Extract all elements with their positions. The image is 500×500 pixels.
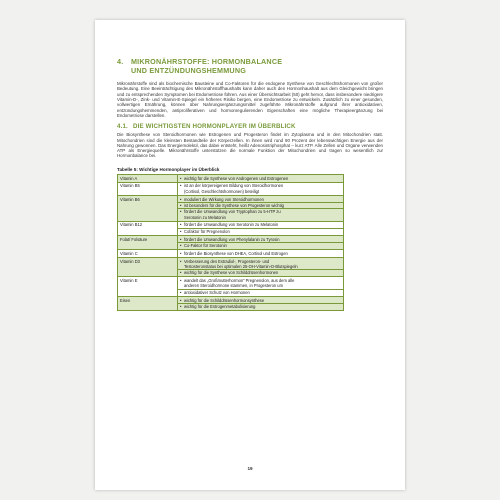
page-number: 19 [247,466,253,471]
table-row [118,277,344,296]
hormone-table-body [118,174,344,310]
hormone-name-cell: Vitamin D3 [118,257,178,276]
bullet-icon: • [180,222,182,228]
page-content [117,58,383,311]
effect-item [178,251,343,256]
effect-text: wandelt das „Großmutterhormon“ Pregnenolon, aus dem alle anderen Steroidhormone stammen, in Progesteron um [184,278,295,289]
effect-item [178,183,343,194]
table-row [118,182,344,195]
effect-text: fördert die Biosynthese von DHEA, Cortisol und Estrogen [184,250,288,256]
hormone-name-cell: Vitamin B5 [118,182,178,195]
hormone-table [117,174,344,311]
hormone-effects-cell [178,296,344,310]
effect-text: moduliert die Wirkung von Steroidhormonen [184,196,264,202]
bullet-icon: • [180,228,182,234]
effect-text: wichtig für die Synthese von Schilddrüsenhormonen [184,270,279,276]
document-page [95,20,405,490]
hormone-effects-cell [178,257,344,276]
section-number: 4. [117,57,124,66]
effect-text: ist an der körpereigenen Bildung von Steroidhormonen (Cortisol, Geschlechtshormonen) beteiligt [184,183,284,194]
effect-text: wichtig für die Estrogenmetabolisierung [184,303,256,309]
section-title: MIKRONÄHRSTOFFE: HORMONBALANCE UND ENTZÜNDUNGSHEMMUNG [131,57,283,75]
section-heading [117,58,383,75]
hormone-name-cell: Eisen [118,296,178,310]
hormone-name-cell: Vitamin B12 [118,221,178,235]
effect-item [178,229,343,234]
effect-item [178,278,343,290]
hormone-effects-cell [178,277,344,296]
hormone-name-cell: Vitamin B6 [118,195,178,221]
effect-item [178,176,343,181]
hormone-effects-cell [178,221,344,235]
subsection-number: 4.1. [117,123,128,131]
table-row [118,174,344,182]
effect-text: Cofaktor für Pregnenolon [184,228,230,234]
table-row [118,249,344,257]
bullet-icon: • [180,236,182,242]
hormone-effects-cell [178,182,344,195]
effect-text: fördert die Umwandlung von Phenylalanin zu Tyrosin [184,236,280,242]
bullet-icon: • [180,175,182,181]
bullet-icon: • [180,270,182,276]
table-row [118,195,344,221]
table-row [118,235,344,249]
bullet-icon: • [180,289,182,295]
table-caption: Tabelle 5: Wichtige Hormonplayer im Überblick [117,166,220,172]
effect-item [178,259,343,271]
bullet-icon: • [180,297,182,303]
effect-text: wichtig für die Schilddrüsenhormonsynthese [184,297,265,303]
hormone-effects-cell [178,235,344,249]
hormone-name-cell: Vitamin A [118,174,178,182]
bullet-icon: • [180,278,182,284]
hormone-effects-cell [178,174,344,182]
effect-item [178,209,343,220]
bullet-icon: • [180,202,182,208]
bullet-icon: • [180,196,182,202]
table-row [118,221,344,235]
bullet-icon: • [180,242,182,248]
hormone-name-cell: Vitamin C [118,249,178,257]
effect-item [178,304,343,309]
effect-text: fördert die Umwandlung von Serotonin zu Melatonin [184,222,279,228]
effect-item [178,243,343,248]
subsection-heading [117,123,383,130]
table-row [118,296,344,310]
bullet-icon: • [180,183,182,189]
effect-item [178,270,343,275]
effect-text: antioxidativer Schutz von Hormonen [184,289,250,295]
subsection-paragraph: Die Biosynthese von Steroidhormonen wie Estrogenen und Progesteron findet im Zytoplasma und in den Mitochondrien statt. Mitochondrien sind die kleinsten Bestandteile der Körperzellen. In ihnen wird rund 90 Prozent der lebenswichtigen Energie aus der Nahrung gewonnen. Das Energiemolekül, das dabei entsteht, heißt Adenosintriphosphat – kurz ATP. Alle Zellen und Organe verwenden ATP als Energiequelle. Mikronährstoffe unterstützen die normale Funktion der Mitochondrien und tragen so wesentlich zur Hormonbalance bei. [117,132,383,159]
hormone-effects-cell [178,249,344,257]
intro-paragraph: Mikronährstoffe sind als biochemische Bausteine und Co-Faktoren für die endogene Synthese von Geschlechtshormonen von großer Bedeutung. Eine Beeinträchtigung des Mikronährstoffhaushalts kann daher auch den Hormonhaushalt aus dem Gleichgewicht bringen und zu entsprechenden Symptomen bei Endometriose führen. Aus einer Übersichtsarbeit (50) geht hervor, dass insbesondere niedrigere Vitamin-D-, Zink- und Vitamin-E-Spiegel ein höheres Risiko bergen, eine Endometriose zu entwickeln. Zusätzlich zu einer gesunden, vollwertigen Ernährung, können über Nahrungsergänzungsmittel zugeführte Mikronährstoffe aufgrund ihrer antioxidativen, entzündungshemmenden, antiproliferativen und hormonregulierenden Eigenschaften eine mögliche Therapieergänzung bei Endometriose darstellen. [117,81,383,118]
effect-text: fördert die Umwandlung von Tryptophan zu 5-HTP zu Serotonin zu Melatonin [184,209,281,220]
bullet-icon: • [180,209,182,215]
effect-text: Verbesserung des Estradiol-, Progesteron- und Testosteronstatus bei optimalen 25-OH-Vitamin-D-Blutspiegeln [184,258,298,269]
bullet-icon: • [180,303,182,309]
effect-text: wichtig für die Synthese von Androgenen und Estrogenen [184,175,289,181]
effect-item [178,290,343,295]
bullet-icon: • [180,258,182,264]
hormone-effects-cell [178,195,344,221]
hormone-name-cell: Vitamin E [118,277,178,296]
hormone-name-cell: Folat/ Folsäure [118,235,178,249]
subsection-title: DIE WICHTIGSTEN HORMONPLAYER IM ÜBERBLICK [133,123,296,131]
table-row [118,257,344,276]
effect-text: ist besonders für die Synthese von Progesteron wichtig [184,202,284,208]
bullet-icon: • [180,250,182,256]
effect-text: Co-Faktor für Serotonin [184,242,227,248]
